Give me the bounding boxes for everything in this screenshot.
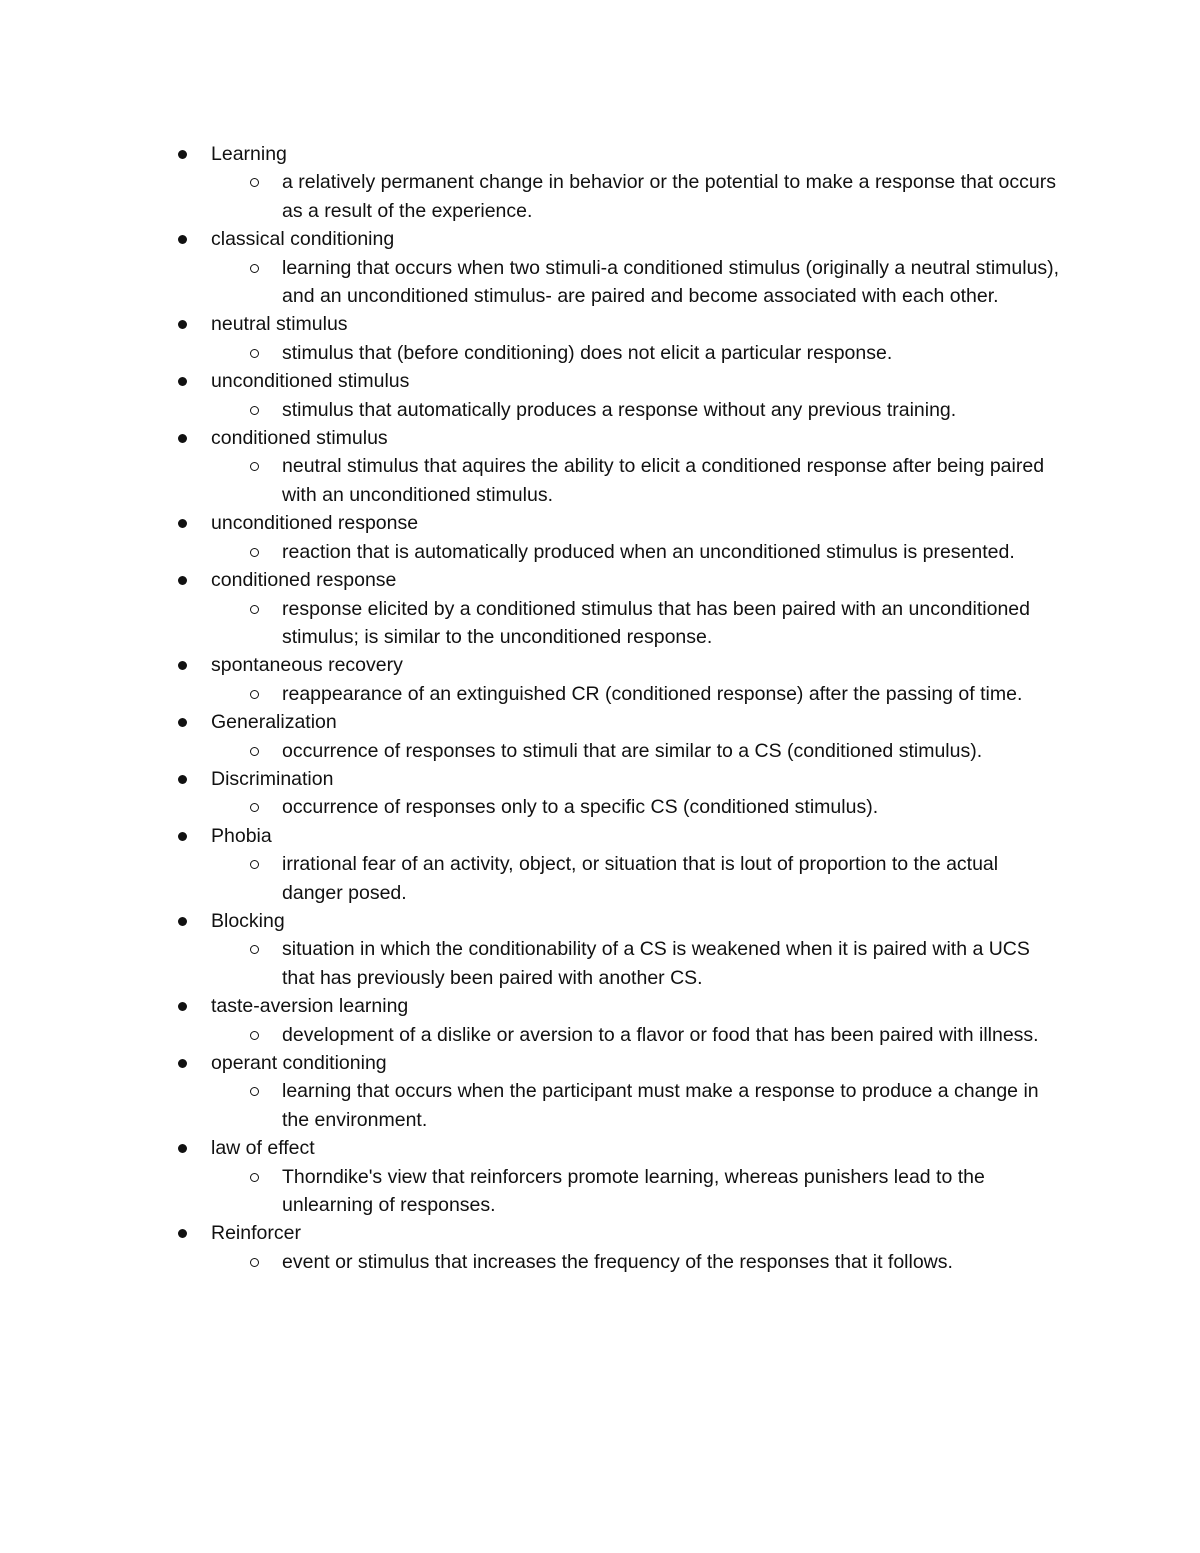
definition-text: reappearance of an extinguished CR (conditioned response) after the passing of time. [282,682,1023,705]
hollow-bullet-icon [250,860,259,869]
filled-bullet-icon [178,519,187,528]
hollow-bullet-icon [250,178,259,187]
term-text: Learning [211,143,287,165]
hollow-bullet-icon [250,548,259,557]
definition-item [0,538,1062,566]
definition-text: stimulus that (before conditioning) does not elicit a particular response. [282,341,893,364]
definition-item [0,850,1062,907]
definition-item [0,1021,1062,1049]
filled-bullet-icon [178,917,187,926]
hollow-bullet-icon [250,803,259,812]
term-text: spontaneous recovery [211,654,403,677]
hollow-bullet-icon [250,349,259,358]
hollow-bullet-icon [250,406,259,415]
glossary-entry [0,708,1200,765]
term-text: Generalization [211,711,337,734]
term-text: law of effect [211,1137,315,1160]
definition-text: learning that occurs when two stimuli-a conditioned stimulus (originally a neutral stimulus), and an unconditioned stimulus- are paired and become associated with each other. [282,256,1060,308]
hollow-bullet-icon [250,945,259,954]
filled-bullet-icon [178,1144,187,1153]
term-item [0,566,1071,594]
term-item [0,907,1071,935]
filled-bullet-icon [178,1002,187,1011]
term-text: Phobia [211,824,272,847]
definition-text: occurrence of responses only to a specific CS (conditioned stimulus). [282,796,879,819]
definition-item [0,168,1062,225]
definition-item [0,1248,1062,1276]
glossary-entry [0,1049,1200,1134]
hollow-bullet-icon [250,690,259,699]
definition-text: response elicited by a conditioned stimulus that has been paired with an unconditioned stimulus; is similar to the unconditioned response. [282,597,1030,648]
filled-bullet-icon [178,235,187,244]
definition-text: neutral stimulus that aquires the ability to elicit a conditioned response after being paired with an unconditioned stimulus. [282,455,1045,506]
term-item [0,140,1071,168]
hollow-bullet-icon [250,1031,259,1040]
definition-item [0,452,1062,509]
definition-text: Thorndike's view that reinforcers promote learning, whereas punishers lead to the unlearning of responses. [282,1165,985,1217]
hollow-bullet-icon [250,747,259,756]
glossary-entry [0,1219,1200,1276]
definition-text: stimulus that automatically produces a response without any previous training. [282,398,957,421]
term-item [0,1134,1071,1162]
hollow-bullet-icon [250,1173,259,1182]
glossary-entry [0,765,1200,822]
term-text: Reinforcer [211,1222,301,1245]
term-text: conditioned response [211,569,397,592]
definition-text: development of a dislike or aversion to a flavor or food that has been paired with illness. [282,1023,1039,1046]
definition-item [0,254,1062,311]
glossary-entry [0,907,1200,992]
hollow-bullet-icon [250,264,259,273]
definition-text: reaction that is automatically produced when an unconditioned stimulus is presented. [282,540,1015,563]
hollow-bullet-icon [250,1258,259,1267]
glossary-entry [0,225,1200,310]
definition-item [0,1163,1062,1220]
definition-text: situation in which the conditionability of a CS is weakened when it is paired with a UCS that has previously been paired with another CS. [282,938,1030,989]
term-item [0,708,1071,736]
term-text: operant conditioning [211,1052,387,1074]
filled-bullet-icon [178,320,187,329]
definition-item [0,396,1062,424]
definition-text: a relatively permanent change in behavior or the potential to make a response that occurs as a result of the experience. [282,171,1056,222]
filled-bullet-icon [178,150,187,159]
definition-text: occurrence of responses to stimuli that are similar to a CS (conditioned stimulus). [282,739,983,762]
glossary-entry [0,310,1200,367]
term-text: Blocking [211,909,285,932]
term-item [0,225,1071,253]
term-item [0,509,1071,537]
term-item [0,765,1071,793]
term-item [0,367,1071,395]
glossary-list [0,140,1200,1276]
definition-text: irrational fear of an activity, object, or situation that is lout of proportion to the actual danger posed. [282,853,999,904]
term-text: taste-aversion learning [211,995,409,1018]
glossary-entry [0,140,1200,225]
term-item [0,1219,1071,1247]
definition-text: event or stimulus that increases the frequency of the responses that it follows. [282,1250,953,1273]
glossary-entry [0,822,1200,907]
term-item [0,1049,1071,1077]
glossary-entry [0,651,1200,708]
filled-bullet-icon [178,1059,187,1068]
term-item [0,310,1071,338]
definition-item [0,935,1062,992]
filled-bullet-icon [178,576,187,585]
definition-item [0,339,1062,367]
term-text: Discrimination [211,767,334,790]
definition-item [0,793,1062,821]
definition-text: learning that occurs when the participant must make a response to produce a change in the environment. [282,1080,1039,1131]
glossary-entry [0,1134,1200,1219]
filled-bullet-icon [178,1229,187,1238]
definition-item [0,737,1062,765]
hollow-bullet-icon [250,462,259,471]
glossary-entry [0,367,1200,424]
filled-bullet-icon [178,377,187,386]
term-item [0,822,1071,850]
glossary-entry [0,566,1200,651]
glossary-entry [0,992,1200,1049]
filled-bullet-icon [178,832,187,841]
glossary-entry [0,509,1200,566]
term-text: conditioned stimulus [211,427,388,450]
definition-item [0,595,1062,652]
hollow-bullet-icon [250,1087,259,1096]
term-item [0,424,1071,452]
filled-bullet-icon [178,775,187,784]
filled-bullet-icon [178,434,187,443]
filled-bullet-icon [178,661,187,670]
term-item [0,651,1071,679]
filled-bullet-icon [178,718,187,727]
definition-item [0,680,1062,708]
term-text: classical conditioning [211,228,395,251]
notes-page [0,140,1200,1276]
term-item [0,992,1071,1020]
definition-item [0,1077,1062,1134]
glossary-entry [0,424,1200,509]
hollow-bullet-icon [250,605,259,614]
term-text: unconditioned stimulus [211,370,410,393]
term-text: neutral stimulus [211,313,348,336]
term-text: unconditioned response [211,512,419,535]
